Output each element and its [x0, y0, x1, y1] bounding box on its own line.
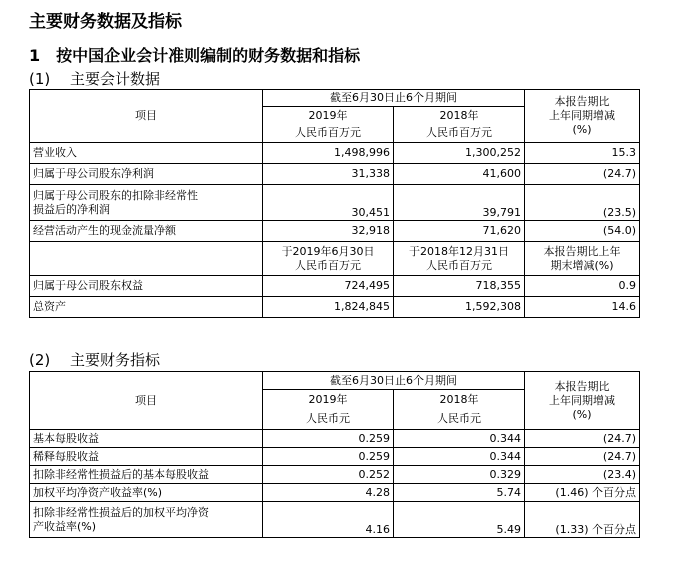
item-header: 项目: [30, 372, 263, 430]
period-header: 截至6月30日止6个月期间: [263, 372, 525, 390]
change-header: 本报告期比 上年同期增减 (%): [525, 90, 640, 143]
item-header: 项目: [30, 90, 263, 143]
col-2018: 2018年: [394, 390, 525, 410]
page-title: 主要财务数据及指标: [29, 12, 182, 32]
unit-2019: 人民币百万元: [263, 125, 394, 143]
bs-header-2018: 于2018年12月31日 人民币百万元: [394, 242, 525, 276]
table-row: 归属于母公司股东权益 724,495 718,355 0.9: [30, 276, 640, 297]
unit-2018: 人民币元: [394, 410, 525, 430]
table-row: 经营活动产生的现金流量净额 32,918 71,620 (54.0): [30, 221, 640, 242]
bs-header-2019: 于2019年6月30日 人民币百万元: [263, 242, 394, 276]
col-2019: 2019年: [263, 107, 394, 125]
subsection-title-financial-indicators: (2) 主要财务指标: [29, 351, 161, 369]
table-row: 加权平均净资产收益率(%) 4.28 5.74 (1.46) 个百分点: [30, 484, 640, 502]
table-row: 扣除非经常性损益后的加权平均净资 产收益率(%) 4.16 5.49 (1.33) 个百分点: [30, 502, 640, 538]
subsection-title-accounting-data: (1) 主要会计数据: [29, 70, 161, 88]
table-row: 总资产 1,824,845 1,592,308 14.6: [30, 297, 640, 318]
change-header: 本报告期比 上年同期增减 (%): [525, 372, 640, 430]
unit-2018: 人民币百万元: [394, 125, 525, 143]
table-row: 归属于母公司股东的扣除非经常性 损益后的净利润 30,451 39,791 (23.5): [30, 185, 640, 221]
table-row: 归属于母公司股东净利润 31,338 41,600 (24.7): [30, 164, 640, 185]
financial-indicators-table: [29, 371, 640, 538]
bs-change-header: 本报告期比上年 期末增减(%): [525, 242, 640, 276]
table-row: 稀释每股收益 0.259 0.344 (24.7): [30, 448, 640, 466]
col-2019: 2019年: [263, 390, 394, 410]
period-header: 截至6月30日止6个月期间: [263, 90, 525, 107]
accounting-data-table: [29, 89, 640, 318]
unit-2019: 人民币元: [263, 410, 394, 430]
table-row: 基本每股收益 0.259 0.344 (24.7): [30, 430, 640, 448]
section-title: 1 按中国企业会计准则编制的财务数据和指标: [29, 46, 361, 65]
table-row: 扣除非经常性损益后的基本每股收益 0.252 0.329 (23.4): [30, 466, 640, 484]
col-2018: 2018年: [394, 107, 525, 125]
table-row: 营业收入 1,498,996 1,300,252 15.3: [30, 143, 640, 164]
